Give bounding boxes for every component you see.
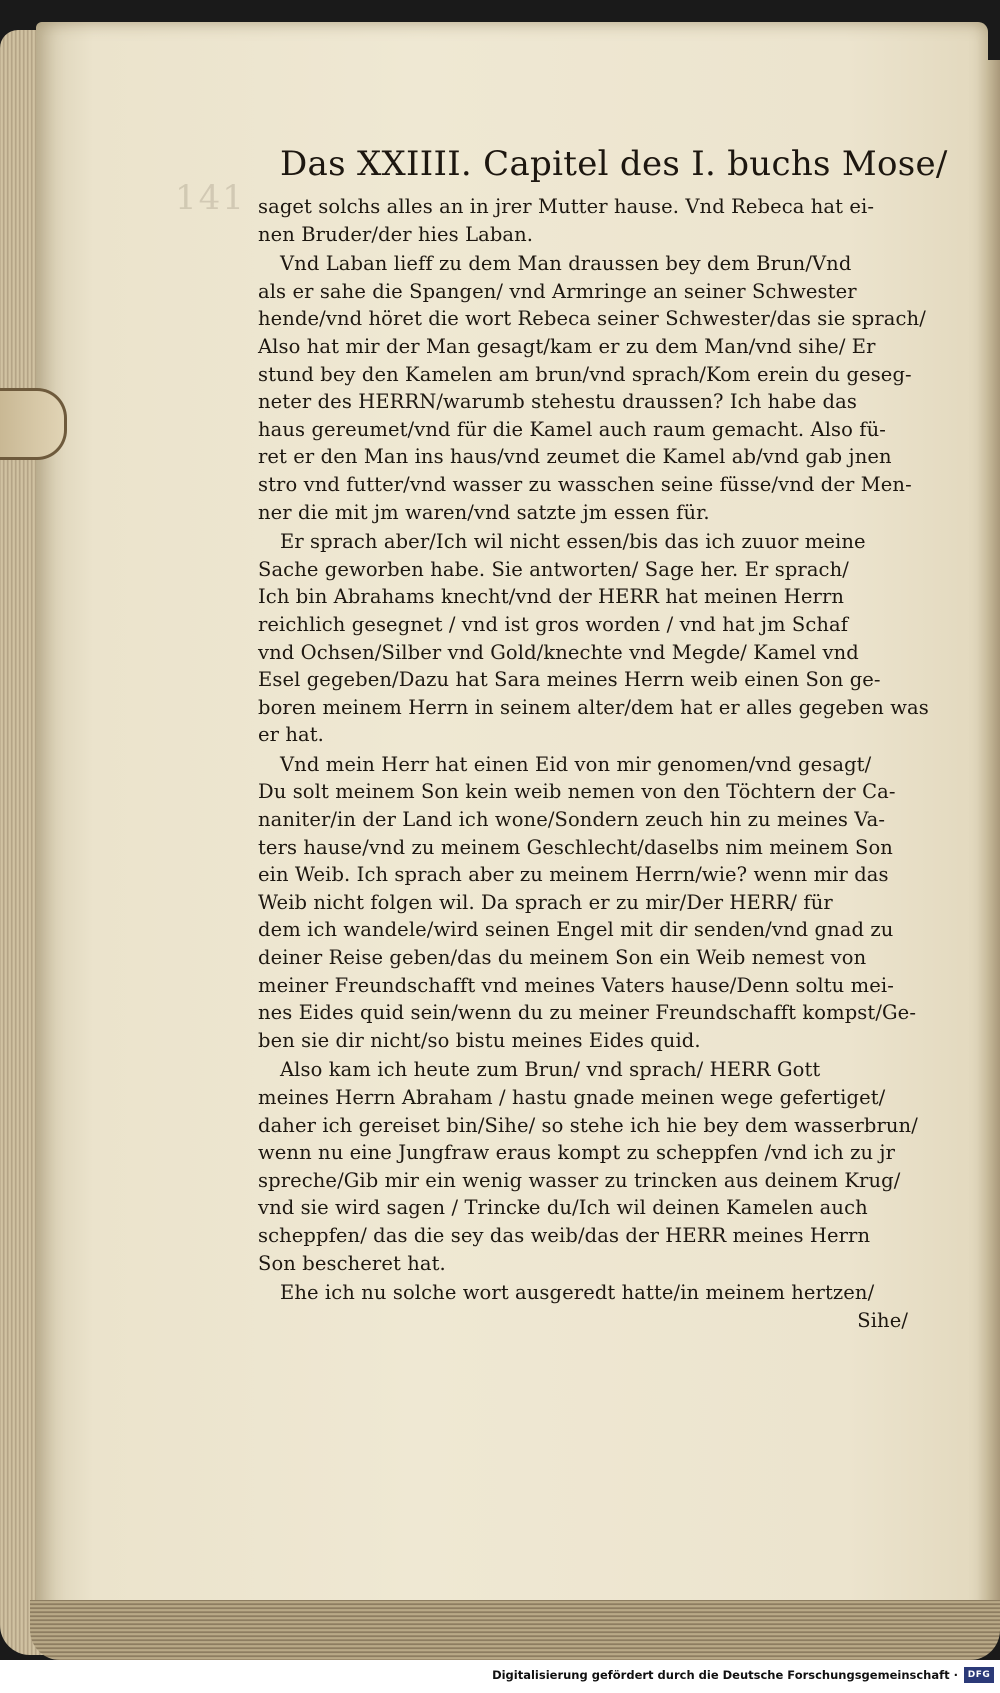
- text-line: reichlich gesegnet / vnd ist gros worden / vnd hat jm Schaf: [258, 612, 849, 636]
- text-line: meines Herrn Abraham / hastu gnade meinen wege gefertiget/: [258, 1086, 886, 1109]
- paragraph: [258, 193, 918, 248]
- text-line: Weib nicht folgen wil. Da sprach er zu mir/Der HERR/ für: [258, 890, 833, 914]
- text-line: Er sprach aber/Ich wil nicht essen/bis das ich zuuor meine: [280, 530, 866, 554]
- paragraphs: [258, 193, 929, 1307]
- text-line: Vnd mein Herr hat einen Eid von mir genomen/vnd gesagt/: [280, 752, 872, 776]
- footer-credit: Digitalisierung gefördert durch die Deutsche Forschungsgemeinschaft ·: [492, 1668, 958, 1682]
- text-line: Du solt meinem Son kein weib nemen von den Töchtern der Ca-: [258, 780, 896, 804]
- text-line: ben sie dir nicht/so bistu meines Eides quid.: [258, 1028, 701, 1052]
- footer-bar: [0, 1660, 1000, 1693]
- right-page-edge: [986, 60, 1000, 1620]
- page-heading: Das XXIIII. Capitel des I. buchs Mose/: [280, 144, 948, 184]
- text-line: daher ich gereiset bin/Sihe/ so stehe ich hie bey dem wasserbrun/: [258, 1113, 918, 1137]
- paragraph: [258, 751, 918, 1055]
- text-line: Esel gegeben/Dazu hat Sara meines Herrn weib einen Son ge-: [258, 668, 881, 692]
- paragraph: [258, 528, 929, 749]
- text-line: ner die mit jm waren/vnd satzte jm essen für.: [258, 500, 710, 524]
- paragraph: [258, 1056, 918, 1277]
- text-line: ein Weib. Ich sprach aber zu meinem Herrn/wie? wenn mir das: [258, 863, 889, 887]
- text-line: naniter/in der Land ich wone/Sondern zeuch hin zu meines Va-: [258, 808, 886, 832]
- text-line: Ehe ich nu solche wort ausgeredt hatte/in meinem hertzen/: [280, 1281, 875, 1305]
- text-line: ret er den Man ins haus/vnd zeumet die Kamel ab/vnd gab jnen: [258, 445, 892, 469]
- text-line: nen Bruder/der hies Laban.: [258, 222, 534, 246]
- text-line: haus gereumet/vnd für die Kamel auch raum gemacht. Also fü-: [258, 417, 886, 441]
- text-line: deiner Reise geben/das du meinem Son ein Weib nemest von: [258, 946, 867, 970]
- text-line: ters hause/vnd zu meinem Geschlecht/daselbs nim meinem Son: [258, 835, 893, 859]
- bleed-through-text: 141: [175, 178, 246, 218]
- text-line: Son bescheret hat.: [258, 1251, 446, 1275]
- text-line: scheppfen/ das die sey das weib/das der HERR meines Herrn: [258, 1223, 871, 1247]
- text-line: als er sahe die Spangen/ vnd Armringe an seiner Schwester: [258, 279, 857, 303]
- text-line: spreche/Gib mir ein wenig wasser zu trincken aus deinem Krug/: [258, 1168, 901, 1192]
- text-line: Ich bin Abrahams knecht/vnd der HERR hat meinen Herrn: [258, 585, 845, 609]
- text-line: dem ich wandele/wird seinen Engel mit dir senden/vnd gnad zu: [258, 918, 894, 942]
- text-line: saget solchs alles an in jrer Mutter hause. Vnd Rebeca hat ei-: [258, 195, 875, 218]
- text-line: Vnd Laban lieff zu dem Man draussen bey dem Brun/Vnd: [280, 252, 852, 276]
- text-line: neter des HERRN/warumb stehestu draussen? Ich habe das: [258, 390, 857, 414]
- text-line: meiner Freundschafft vnd meines Vaters hause/Denn soltu mei-: [258, 973, 894, 997]
- catchword: Sihe/: [857, 1308, 908, 1332]
- page-text: [258, 143, 948, 1334]
- bottom-page-edges: [30, 1600, 1000, 1660]
- text-line: Also hat mir der Man gesagt/kam er zu dem Man/vnd sihe/ Er: [258, 334, 876, 358]
- text-line: nes Eides quid sein/wenn du zu meiner Freundschafft kompst/Ge-: [258, 1001, 917, 1025]
- text-line: wenn nu eine Jungfraw eraus kompt zu scheppfen /vnd ich zu jr: [258, 1141, 896, 1165]
- text-line: vnd sie wird sagen / Trincke du/Ich wil deinen Kamelen auch: [258, 1196, 868, 1220]
- page-clip: [0, 388, 67, 460]
- text-line: stro vnd futter/vnd wasser zu wasschen seine füsse/vnd der Men-: [258, 472, 912, 496]
- text-line: Sache geworben habe. Sie antworten/ Sage her. Er sprach/: [258, 557, 849, 581]
- paragraph: [258, 250, 926, 526]
- text-line: stund bey den Kamelen am brun/vnd sprach/Kom erein du geseg-: [258, 362, 912, 386]
- text-line: vnd Ochsen/Silber vnd Gold/knechte vnd Megde/ Kamel vnd: [258, 640, 859, 664]
- text-line: Also kam ich heute zum Brun/ vnd sprach/ HERR Gott: [280, 1058, 821, 1082]
- text-line: er hat.: [258, 723, 324, 747]
- dfg-logo: DFG: [964, 1667, 994, 1683]
- text-line: boren meinem Herrn in seinem alter/dem hat er alles gegeben was: [258, 695, 929, 719]
- text-line: hende/vnd höret die wort Rebeca seiner Schwester/das sie sprach/: [258, 307, 926, 331]
- paragraph: [258, 1279, 918, 1307]
